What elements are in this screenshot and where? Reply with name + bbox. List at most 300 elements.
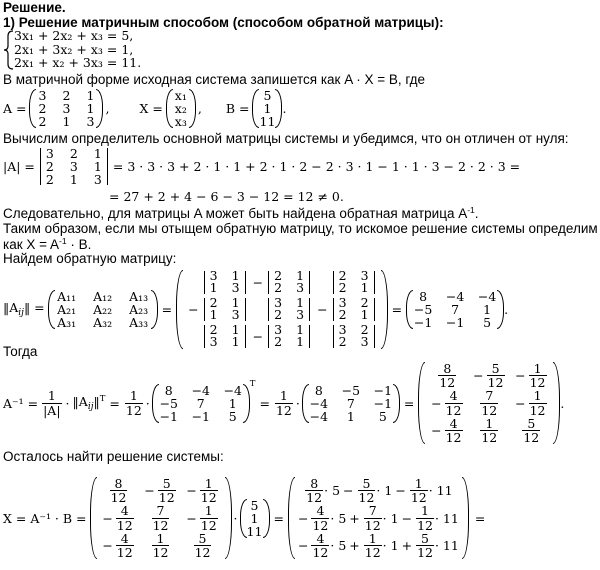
norm-end: ‖ bbox=[93, 394, 100, 409]
numerator: 7 bbox=[156, 503, 165, 519]
cofactor-minors-matrix bbox=[176, 267, 387, 349]
matrix-cell: 5 bbox=[228, 408, 237, 424]
matrix-cell: 7 bbox=[196, 395, 205, 411]
inverse-superscript: -1 bbox=[59, 236, 67, 246]
product-row bbox=[298, 532, 459, 559]
minor-cell bbox=[253, 294, 311, 322]
solution-products-matrix bbox=[288, 477, 469, 559]
minus-sign: − bbox=[252, 328, 264, 344]
matrix-cell: A₂₃ bbox=[129, 301, 149, 317]
denominator: 12 bbox=[194, 544, 211, 560]
matrix-cell: 8 bbox=[314, 382, 323, 398]
denominator: 12 bbox=[110, 490, 127, 506]
matrix-cell: 1 bbox=[231, 267, 240, 283]
numerator: 1 bbox=[368, 530, 377, 546]
minor-grid bbox=[332, 267, 376, 295]
fraction-cell bbox=[428, 417, 466, 444]
fraction bbox=[445, 389, 463, 416]
minor-grid bbox=[267, 321, 311, 349]
one-over-det bbox=[42, 389, 61, 416]
denominator: 12 bbox=[152, 544, 169, 560]
matrix-cell: 3 bbox=[296, 280, 305, 295]
matrix-cell: 2 bbox=[62, 88, 71, 103]
minor-cell bbox=[317, 321, 375, 349]
matrix-cell: 1 bbox=[360, 307, 369, 322]
consequently-text: Следовательно, для матрицы A может быть найдена обратная матрица $A^{-1}$. bbox=[3, 205, 479, 221]
fraction-cell bbox=[428, 362, 466, 389]
numerator: 4 bbox=[449, 388, 458, 404]
denominator: 12 bbox=[358, 490, 375, 506]
numerator: 5 bbox=[162, 476, 171, 492]
fraction bbox=[305, 477, 323, 504]
matrix-cell: −1 bbox=[191, 408, 210, 424]
denominator: 12 bbox=[312, 517, 329, 533]
numerator: 1 bbox=[204, 476, 213, 492]
fraction-cell bbox=[512, 362, 550, 389]
fraction bbox=[480, 389, 498, 416]
matrix-cell: 7 bbox=[451, 301, 460, 317]
cofactor-transpose bbox=[73, 394, 106, 412]
sign: − bbox=[297, 537, 309, 553]
multiplier: · 1 bbox=[376, 483, 393, 499]
matrix-cell: 3 bbox=[93, 172, 102, 187]
norm-label: ‖A bbox=[72, 394, 88, 409]
sign: − bbox=[102, 510, 113, 526]
minus-sign: − bbox=[188, 301, 199, 317]
numerator: 8 bbox=[443, 361, 452, 377]
fraction bbox=[110, 477, 128, 504]
matrix-cell: 2 bbox=[360, 294, 369, 310]
fraction-cell bbox=[184, 477, 222, 504]
solution-tail: = bbox=[474, 510, 486, 526]
solution-heading: Решение. bbox=[3, 0, 66, 15]
matrix-cell: x₂ bbox=[174, 101, 187, 116]
numerator: 4 bbox=[316, 503, 325, 519]
denominator: 12 bbox=[200, 490, 217, 506]
matrix-cell: 2 bbox=[338, 334, 347, 349]
minor-cell bbox=[252, 267, 311, 295]
denominator: 12 bbox=[445, 402, 462, 418]
sign: − bbox=[431, 422, 442, 438]
fraction bbox=[487, 362, 505, 389]
matrix-cell: −1 bbox=[159, 408, 178, 424]
numerator: 5 bbox=[198, 530, 207, 546]
numerator: 4 bbox=[120, 530, 129, 546]
fraction-cell bbox=[428, 389, 466, 416]
minor-cell bbox=[188, 294, 246, 322]
solution-b-vector bbox=[240, 499, 270, 538]
thus-text-line1: Таким образом, если мы отыщем обратную матрицу, то искомое решение системы определим bbox=[3, 221, 598, 236]
fraction bbox=[200, 504, 218, 531]
matrix-cell: 3 bbox=[231, 307, 240, 322]
fraction bbox=[311, 532, 329, 559]
matrix-cell: 1 bbox=[346, 408, 355, 424]
fraction bbox=[152, 532, 170, 559]
numerator: 1 bbox=[47, 388, 56, 404]
matrix-cell: 3 bbox=[274, 321, 283, 337]
matrix-cell: 2 bbox=[38, 101, 47, 116]
matrix-cell: 1 bbox=[69, 172, 78, 187]
minor-determinant bbox=[332, 294, 376, 322]
fraction bbox=[364, 504, 382, 531]
cofactor-symbolic-matrix bbox=[48, 290, 158, 329]
denominator: 12 bbox=[529, 402, 546, 418]
one-over-twelve bbox=[125, 389, 143, 416]
matrix-cell: −1 bbox=[373, 382, 393, 398]
matrix-cell: 2 bbox=[209, 321, 218, 337]
fraction-cell bbox=[100, 477, 138, 504]
fraction-cell bbox=[142, 532, 180, 559]
det-result: = 27 + 2 + 4 − 6 − 3 − 12 = 12 ≠ 0. bbox=[109, 189, 344, 204]
matrix-cell: 3 bbox=[338, 294, 347, 310]
matrix-cell: 3 bbox=[209, 334, 218, 349]
matrix-cell: −1 bbox=[373, 395, 393, 411]
consequently-text-main: Следовательно, для матрицы A может быть найдена обратная матрица A bbox=[3, 206, 468, 221]
inverse-superscript: -1 bbox=[467, 205, 475, 215]
fraction bbox=[410, 477, 428, 504]
fraction-cell bbox=[142, 504, 180, 531]
sign: − bbox=[186, 483, 197, 499]
denominator: 12 bbox=[125, 402, 142, 418]
minor-determinant bbox=[332, 321, 376, 349]
fraction bbox=[438, 362, 456, 389]
fraction bbox=[529, 362, 547, 389]
fraction bbox=[522, 417, 540, 444]
numerator: 1 bbox=[533, 388, 542, 404]
minor-determinant bbox=[267, 294, 311, 322]
minor-determinant bbox=[203, 294, 247, 322]
matrix-cell: 1 bbox=[86, 101, 95, 116]
fraction bbox=[116, 532, 134, 559]
matrix-cell: 1 bbox=[209, 280, 218, 295]
matrix-cell: 1 bbox=[360, 280, 369, 295]
determinant-block bbox=[3, 147, 520, 186]
matrix-cell: A₃₂ bbox=[93, 314, 113, 330]
numerator: 4 bbox=[449, 415, 458, 431]
denominator: 12 bbox=[445, 429, 462, 445]
matrix-cell: −5 bbox=[159, 395, 178, 411]
matrix-cell: A₁₁ bbox=[57, 288, 77, 304]
fraction-cell bbox=[100, 532, 138, 559]
sign: + bbox=[401, 537, 413, 553]
matrix-cell: 5 bbox=[378, 408, 387, 424]
matrix-cell: x₁ bbox=[174, 88, 187, 103]
denominator: 12 bbox=[481, 402, 498, 418]
transposed-matrix bbox=[302, 384, 400, 423]
matrix-cell: −4 bbox=[309, 408, 329, 424]
sign: − bbox=[144, 483, 155, 499]
matrix-cell: 2 bbox=[274, 307, 283, 322]
matrix-cell: 3 bbox=[38, 88, 47, 103]
sign: − bbox=[297, 510, 309, 526]
determinant-text: Вычислим определитель основной матрицы системы и убедимся, что он отличен от нуля: bbox=[3, 131, 569, 146]
matrix-cell: −4 bbox=[309, 395, 329, 411]
sign: + bbox=[349, 510, 360, 526]
matrix-cell: 1 bbox=[263, 101, 272, 116]
minor-determinant bbox=[332, 267, 376, 295]
fraction-cell bbox=[512, 389, 550, 416]
matrix-cell: 2 bbox=[209, 294, 218, 310]
matrix-cell: 2 bbox=[45, 172, 54, 187]
minor-cell bbox=[188, 267, 246, 295]
matrix-cell: 2 bbox=[45, 159, 54, 174]
matrix-cell: 2 bbox=[38, 114, 47, 129]
minor-grid bbox=[332, 321, 376, 349]
numerator: 1 bbox=[129, 388, 138, 404]
matrix-cell: 8 bbox=[419, 288, 428, 304]
then-text: Тогда bbox=[3, 344, 38, 359]
matrix-cell: 1 bbox=[209, 307, 218, 322]
matrix-cell: A₃₁ bbox=[57, 314, 77, 330]
matrix-cell: 1 bbox=[228, 395, 237, 411]
denominator: 12 bbox=[158, 490, 175, 506]
norm-sub: ij bbox=[87, 402, 94, 412]
sign: − bbox=[186, 510, 197, 526]
equation-system bbox=[14, 29, 141, 70]
matrix-cell: 1 bbox=[93, 159, 102, 174]
sign: − bbox=[343, 483, 354, 499]
fraction bbox=[200, 477, 218, 504]
numerator: 7 bbox=[485, 388, 494, 404]
fraction bbox=[364, 532, 382, 559]
matrix-cell: 1 bbox=[250, 510, 259, 526]
denominator: 12 bbox=[364, 544, 381, 560]
fraction-cell bbox=[512, 417, 550, 444]
solution-inverse-matrix bbox=[90, 477, 232, 559]
numerator: 8 bbox=[310, 476, 319, 492]
fraction bbox=[194, 532, 212, 559]
cofactor-label-main: ‖A bbox=[3, 300, 19, 315]
numerator: 1 bbox=[533, 361, 542, 377]
numerator: 5 bbox=[491, 361, 500, 377]
matrix-cell: 2 bbox=[274, 280, 283, 295]
minor-grid bbox=[332, 294, 376, 322]
matrix-cell: x₃ bbox=[174, 114, 187, 129]
numerator: 1 bbox=[156, 530, 165, 546]
matrix-cell: 1 bbox=[231, 294, 240, 310]
matrix-cell: −4 bbox=[477, 288, 497, 304]
minor-determinant bbox=[203, 321, 247, 349]
fraction bbox=[311, 504, 329, 531]
denominator: 12 bbox=[364, 517, 381, 533]
minus-sign: − bbox=[252, 274, 264, 290]
denominator: 12 bbox=[152, 517, 169, 533]
matrix-cell: 3 bbox=[231, 280, 240, 295]
denominator: 12 bbox=[523, 429, 540, 445]
sign: − bbox=[395, 483, 406, 499]
denominator: 12 bbox=[410, 490, 427, 506]
solution-lhs: X = A⁻¹ · B = bbox=[3, 510, 87, 526]
inverse-cofactor-matrix bbox=[152, 384, 250, 423]
fraction bbox=[116, 504, 134, 531]
minor-cell bbox=[188, 321, 246, 349]
matrix-cell: −4 bbox=[191, 382, 210, 398]
denominator: 12 bbox=[487, 375, 504, 391]
multiplier: · 1 bbox=[382, 537, 399, 553]
cofactor-block: $‖A_{ij}‖$ = A₁₁ A₁₂ A₁₃ A₂₁ A₂₂ A₂₃ A₃₁ A₃₂ A₃₃ = 3 1 1 3 − 2 1 2 3 2 3 2 1 − 2 1 1 3 3 1 2 3 − 3 2 2 1 2 1 3 1 − 3 1 2 1 3 2 2 3 = 8 −4 −4 −5 7 1 −1 −1 5 . bbox=[3, 267, 509, 349]
fraction-cell bbox=[470, 389, 508, 416]
minor-determinant bbox=[267, 321, 311, 349]
sign: − bbox=[102, 537, 113, 553]
matrix-cell: 2 bbox=[69, 146, 78, 161]
matrix-cell: 8 bbox=[164, 382, 173, 398]
denominator: 12 bbox=[417, 517, 433, 533]
denominator: 12 bbox=[275, 402, 292, 418]
product-row bbox=[298, 504, 459, 531]
det-label: |A| = bbox=[3, 159, 35, 174]
transpose-sup: T bbox=[99, 394, 106, 404]
sign: − bbox=[515, 368, 526, 384]
matrix-cell: 2 bbox=[338, 280, 347, 295]
numerator: 7 bbox=[368, 503, 377, 519]
matrix-cell: A₁₃ bbox=[129, 288, 149, 304]
denominator: 12 bbox=[306, 490, 323, 506]
sign: − bbox=[473, 368, 484, 384]
inverse-lhs: A⁻¹ = bbox=[3, 395, 39, 411]
matrix-cell: 11 bbox=[246, 523, 263, 539]
denominator: 12 bbox=[529, 375, 546, 391]
numerator: 1 bbox=[414, 476, 423, 492]
matrix-cell: 3 bbox=[274, 294, 283, 310]
vector-x-label: X = bbox=[139, 101, 163, 116]
denominator: 12 bbox=[200, 517, 217, 533]
matrix-cell: A₂₁ bbox=[57, 301, 77, 317]
matrix-cell: −1 bbox=[413, 314, 433, 330]
numerator: 5 bbox=[527, 415, 536, 431]
remaining-text: Осталось найти решение системы: bbox=[3, 449, 224, 464]
sign: + bbox=[349, 537, 360, 553]
matrix-cell: 2 bbox=[274, 267, 283, 283]
minus-sign: − bbox=[317, 301, 328, 317]
denominator: 12 bbox=[116, 517, 133, 533]
denominator: 12 bbox=[481, 429, 498, 445]
matrix-cell: 1 bbox=[231, 334, 240, 349]
fraction-cell bbox=[142, 477, 180, 504]
fraction bbox=[480, 417, 498, 444]
denominator: 12 bbox=[439, 375, 456, 391]
inverse-block: A⁻¹ = $\frac{1}{|A|}$ · $‖A_{ij}‖^T$ = $\frac{1}{12}$ · 8 −4 −4 −5 7 1 −1 −1 5 $^T$ = $\frac{1}{12}$ · 8 −5 −1 −4 7 −1 −4 1 5 = $\frac{8}{12}$ − $\frac{5}{12}$ − $\frac{1}{12}$ − $\frac{4}{12}$ $\frac{7}{12}$ − $\frac{1}{12}$ − $\frac{4}{12}$ $\frac{1}{12}$ $\frac{5}{12}$ . bbox=[3, 361, 565, 445]
matrix-cell: A₃₃ bbox=[129, 314, 149, 330]
matrix-cell: 1 bbox=[483, 301, 492, 317]
sign: − bbox=[401, 510, 413, 526]
fraction bbox=[529, 389, 547, 416]
thus-text-line2 bbox=[3, 236, 91, 252]
sign: − bbox=[515, 395, 526, 411]
fraction-cell bbox=[470, 362, 508, 389]
minor-cell bbox=[317, 294, 375, 322]
matrix-cell: 3 bbox=[360, 267, 369, 283]
fraction-cell bbox=[100, 504, 138, 531]
thus-text-part: как X = A bbox=[3, 237, 60, 252]
matrix-a-label: A = bbox=[3, 101, 27, 116]
matrix-cell: 1 bbox=[62, 114, 71, 129]
matrix-cell: 3 bbox=[209, 267, 218, 283]
fraction bbox=[445, 417, 463, 444]
numerator: 5 bbox=[362, 476, 371, 492]
multiplier: · 5 bbox=[330, 537, 347, 553]
denominator: |A| bbox=[43, 402, 61, 418]
matrix-cell: 3 bbox=[296, 307, 305, 322]
matrix-cell: 5 bbox=[483, 314, 492, 330]
matrix-cell: 1 bbox=[296, 321, 305, 337]
matrix-form-text: В матричной форме исходная система запишется как A · X = B, где bbox=[3, 72, 426, 87]
matrix-cell: 5 bbox=[250, 497, 259, 513]
equation-1: 3x₁ + 2x₂ + x₃ = 5, bbox=[14, 28, 134, 43]
matrix-cell: 3 bbox=[62, 101, 71, 116]
matrix-cell: 1 bbox=[296, 334, 305, 349]
multiplier: · 5 bbox=[324, 483, 341, 499]
thus-text-part: · B. bbox=[66, 237, 92, 252]
fraction bbox=[158, 477, 176, 504]
matrix-cell: A₂₂ bbox=[93, 301, 113, 317]
matrix-cell: 3 bbox=[86, 114, 95, 129]
matrix-cell: 1 bbox=[86, 88, 95, 103]
matrix-cell: 1 bbox=[231, 321, 240, 337]
matrix-cell: A₁₂ bbox=[93, 288, 113, 304]
matrix-cell: 2 bbox=[338, 307, 347, 322]
inverse-fraction-matrix bbox=[418, 362, 560, 444]
fraction-cell bbox=[184, 532, 222, 559]
multiplier: · 11 bbox=[434, 537, 459, 553]
cofactor-label bbox=[3, 300, 45, 318]
matrix-cell: −4 bbox=[445, 288, 465, 304]
vector-b-label: B = bbox=[225, 101, 250, 116]
matrix-cell: 3 bbox=[69, 159, 78, 174]
sign: − bbox=[431, 395, 442, 411]
cofactor-label-sub: ij bbox=[18, 308, 24, 318]
numerator: 1 bbox=[279, 388, 288, 404]
matrix-cell: 3 bbox=[360, 334, 369, 349]
matrix-cell: 2 bbox=[338, 267, 347, 283]
matrix-cell: 2 bbox=[274, 334, 283, 349]
cofactor-label-end: ‖ = bbox=[23, 300, 45, 315]
numerator: 4 bbox=[316, 530, 325, 546]
matrix-cell: 3 bbox=[338, 321, 347, 337]
fraction bbox=[416, 504, 434, 531]
matrix-cell: 2 bbox=[360, 321, 369, 337]
det-matrix bbox=[39, 147, 109, 186]
equation-2: 2x₁ + 3x₂ + x₃ = 1, bbox=[14, 41, 134, 57]
minor-grid bbox=[203, 294, 247, 322]
minor-determinant bbox=[203, 267, 247, 295]
matrix-cell: 3 bbox=[45, 146, 54, 161]
fraction bbox=[152, 504, 170, 531]
matrix-cell: 1 bbox=[296, 267, 305, 283]
cofactor-result-matrix bbox=[406, 290, 504, 329]
vector-x bbox=[166, 89, 196, 128]
numerator: 1 bbox=[485, 415, 494, 431]
matrix-cell: 1 bbox=[296, 294, 305, 310]
matrix-cell: 5 bbox=[263, 88, 272, 103]
one-over-twelve bbox=[275, 389, 293, 416]
numerator: 1 bbox=[204, 503, 213, 519]
matrix-cell: −5 bbox=[341, 382, 361, 398]
fraction bbox=[416, 532, 434, 559]
product-row bbox=[298, 477, 459, 504]
minor-determinant bbox=[267, 267, 311, 295]
matrix-cell: 11 bbox=[259, 114, 276, 129]
transpose-sup: T bbox=[249, 379, 256, 389]
matrix-cell: 7 bbox=[346, 395, 355, 411]
det-expansion: = 3 · 3 · 3 + 2 · 1 · 1 + 2 · 1 · 2 − 2 · 3 · 1 − 1 · 1 · 3 − 2 · 2 · 3 = bbox=[112, 159, 521, 174]
solution-block: X = A⁻¹ · B = $\frac{8}{12}$ − $\frac{5}{12}$ − $\frac{1}{12}$ − $\frac{4}{12}$ $\frac{7}{12}$ − $\frac{1}{12}$ − $\frac{4}{12}$ $\frac{1}{12}$ $\frac{5}{12}$ · 5 1 11 = $\frac{8}{12}$ · 5 − $\frac{5}{12}$ · 1 − $\frac{1}{12}$ · 11 − $\frac{4}{12}$ · 5 + $\frac{7}{12}$ · 1 − $\frac{1}{12}$ · 11 − $\frac{4}{12}$ · 5 + $\frac{1}{12}$ · 1 + $\frac{5}{12}$ · 11 = bbox=[3, 476, 486, 560]
fraction-cell bbox=[470, 417, 508, 444]
multiplier: · 5 bbox=[330, 510, 347, 526]
minor-grid bbox=[267, 267, 311, 295]
denominator: 12 bbox=[312, 544, 329, 560]
method-subheading: 1) Решение матричным способом (способом обратной матрицы): bbox=[3, 15, 444, 30]
numerator: 8 bbox=[114, 476, 123, 492]
